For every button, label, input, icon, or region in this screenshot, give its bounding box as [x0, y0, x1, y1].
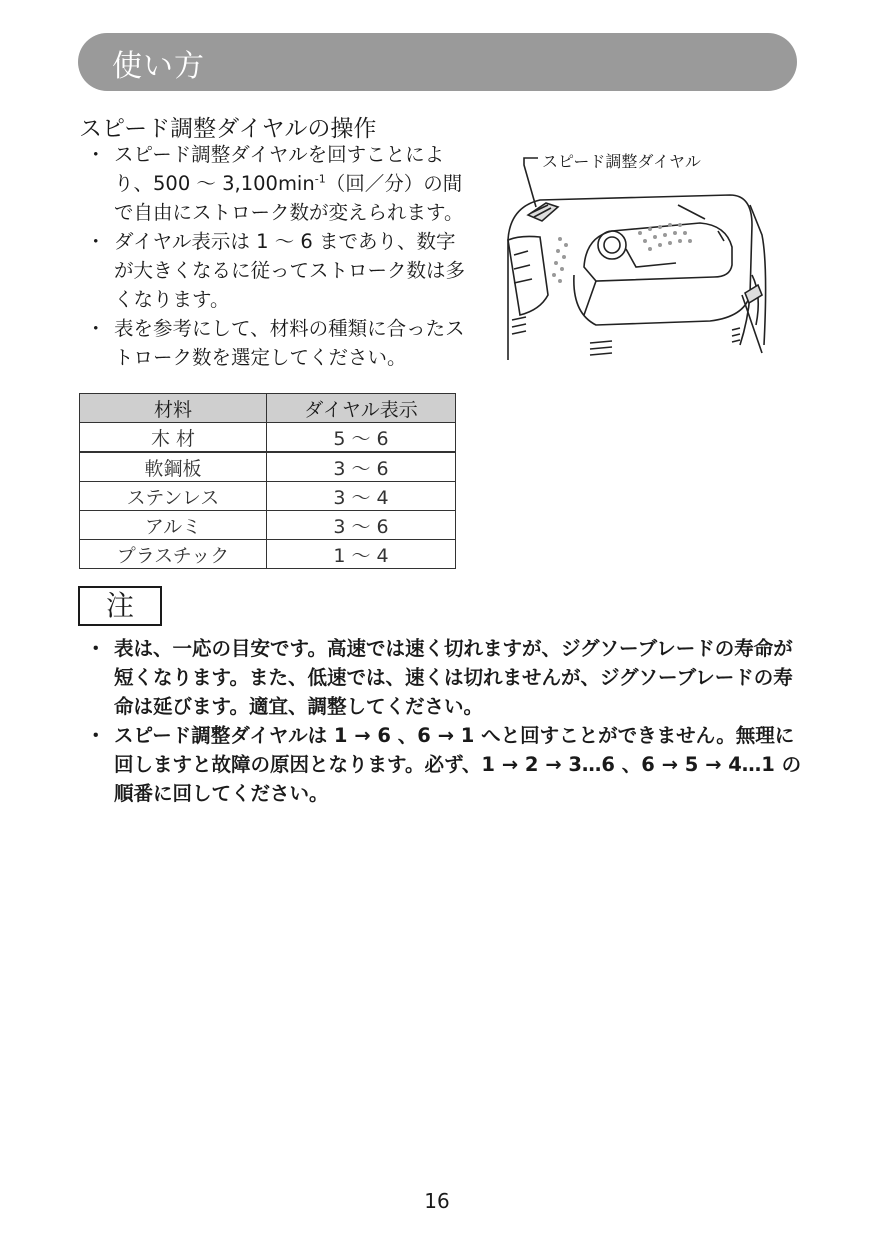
material-dial-table [79, 393, 456, 569]
instruction-item [86, 314, 466, 372]
bullet-mark: ・ [86, 637, 106, 660]
instruction-text: （回／分）の間で自由にストローク数が変えられます。 [114, 172, 464, 224]
table-header-dial: ダイヤル表示 [267, 394, 456, 423]
note-text: 表は、一応の目安です。高速では速く切れますが、ジグソーブレードの寿命が短くなります。また、低速では、速くは切れませんが、ジグソーブレードの寿命は延びます。適宜、調整してください。 [114, 637, 793, 718]
dial-cell: 3 ～ 6 [267, 511, 456, 540]
page-number: 16 [424, 1189, 450, 1213]
note-item [86, 721, 802, 808]
table-row [80, 540, 456, 569]
note-label-box: 注 [78, 586, 162, 626]
instruction-text: 表を参考にして、材料の種類に合ったストローク数を選定してください。 [114, 317, 465, 369]
dial-cell: 5 ～ 6 [267, 423, 456, 453]
table-row [80, 511, 456, 540]
page-title: 使い方 [112, 49, 205, 84]
table-row [80, 452, 456, 482]
section-title: スピード調整ダイヤルの操作 [79, 116, 377, 142]
jigsaw-illustration [500, 145, 800, 370]
instruction-list [86, 140, 466, 372]
table-row [80, 482, 456, 511]
bullet-mark: ・ [86, 317, 106, 340]
note-text: スピード調整ダイヤルは 1 → 6 、6 → 1 へと回すことができません。無理に回しますと故障の原因となります。必ず、1 → 2 → 3…6 、6 → 5 → 4…1 の順番に回してください。 [114, 724, 802, 805]
instruction-text: ダイヤル表示は 1 ～ 6 まであり、数字が大きくなるに従ってストローク数は多くなります。 [114, 230, 466, 311]
instruction-item [86, 140, 466, 227]
table-header-row [80, 394, 456, 423]
instruction-item [86, 227, 466, 314]
bullet-mark: ・ [86, 230, 106, 253]
instruction-text: スピード調整ダイヤルを回すことにより、500 ～ 3,100min [114, 143, 445, 195]
material-cell: プラスチック [80, 540, 267, 569]
material-cell: ステンレス [80, 482, 267, 511]
bullet-mark: ・ [86, 724, 106, 747]
jigsaw-figure [500, 145, 800, 370]
dial-cell: 3 ～ 6 [267, 452, 456, 482]
material-cell: 軟鋼板 [80, 452, 267, 482]
dial-callout-label: スピード調整ダイヤル [542, 152, 701, 171]
table-row [80, 423, 456, 453]
material-cell: 木 材 [80, 423, 267, 453]
unit-exponent: -1 [314, 172, 326, 186]
dial-cell: 1 ～ 4 [267, 540, 456, 569]
header-bar [78, 33, 797, 91]
note-item [86, 634, 802, 721]
bullet-mark: ・ [86, 143, 106, 166]
table-header-material: 材料 [80, 394, 267, 423]
dial-cell: 3 ～ 4 [267, 482, 456, 511]
material-cell: アルミ [80, 511, 267, 540]
note-list [86, 634, 802, 808]
